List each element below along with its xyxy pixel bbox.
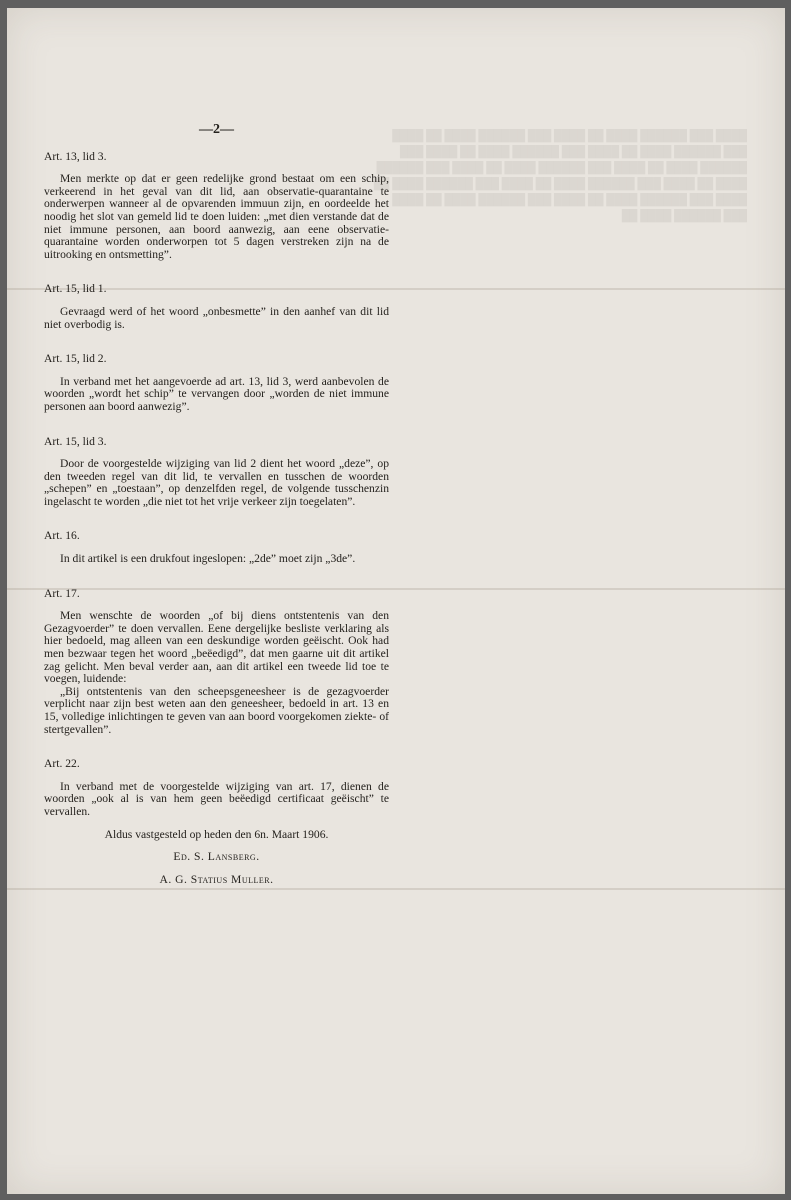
signature-lansberg: Ed. S. Lansberg. bbox=[173, 850, 260, 864]
section-paragraph: Men merkte op dat er geen redelijke grond bestaat om een schip, verkeerend in het geval van dit lid, aan observatie-quarantaine te onderwerpen wanneer al de opvarenden immuun zijn, en oordeelde het noodig het slot van gemeld lid te doen luiden: „met dien verstande dat de niet immune personen, aan boord aanwezig, aan eene observatie-quarantaine worden onderworpen tot 5 dagen verstreken zijn na de uitrooking en ontsmetting”. bbox=[44, 172, 389, 261]
section-heading: Art. 15, lid 1. bbox=[44, 282, 107, 296]
signature-statius-muller: A. G. Statius Muller. bbox=[159, 872, 274, 886]
show-through-texture: ████ ███ ██████ ████ ██ ████ ███ ██████ ████ ██ ████ ███ ██████ ████ ██ ████ ███ ██████ ████ ██ ████ ███ ██████ ████ ██ ████ ███ ██████ ████ ██ ████ ███ ██████ ████ ██ ████ ███ ██████ ████ ██ ████ ███ ██████ ████ ██ ████ ███ ██████ ████ ██ ████ ███ ██████ ████ ██ ████ ███ ██████ ████ ██ bbox=[373, 130, 747, 222]
section-quote: „Bij ontstentenis van den scheepsgeneesheer is de gezagvoerder verplicht naar zijn best weten aan den geneesheer, bedoeld in art. 13 en 15, volledige inlichtingen te geven van aan boord voorgekomen ziekte- of stertgevallen”. bbox=[44, 684, 389, 736]
section-paragraph: In verband met de voorgestelde wijziging van art. 17, dienen de woorden „ook al is van hem geen beëedigd certificaat geëischt” te vervallen. bbox=[44, 779, 389, 818]
section-heading: Art. 15, lid 3. bbox=[44, 434, 107, 448]
section-heading: Art. 13, lid 3. bbox=[44, 149, 107, 163]
section-art-13-lid-3 bbox=[44, 151, 389, 262]
section-paragraph: In dit artikel is een drukfout ingeslopen: „2de” moet zijn „3de”. bbox=[60, 552, 356, 566]
section-heading: Art. 22. bbox=[44, 757, 80, 771]
section-art-16 bbox=[44, 530, 389, 565]
closing-statement: Aldus vastgesteld op heden den 6n. Maart 1906. bbox=[104, 827, 329, 841]
section-art-15-lid-2 bbox=[44, 353, 389, 413]
document-text bbox=[44, 124, 389, 896]
section-heading: Art. 17. bbox=[44, 586, 80, 600]
page-number: —2— bbox=[199, 122, 234, 137]
section-paragraph: Door de voorgestelde wijziging van lid 2 dient het woord „deze”, op den tweeden regel van dit lid, te vervallen en tusschen de woorden „schepen” en „toestaan”, op denzelfden regel, de volgende tusschenzin ingelascht te worden „die niet tot het vrije verkeer zijn toegelaten”. bbox=[44, 457, 389, 508]
section-art-15-lid-3 bbox=[44, 436, 389, 509]
section-heading: Art. 15, lid 2. bbox=[44, 352, 107, 366]
section-art-17 bbox=[44, 588, 389, 737]
section-heading: Art. 16. bbox=[44, 529, 80, 543]
section-art-22 bbox=[44, 758, 389, 818]
section-art-15-lid-1 bbox=[44, 283, 389, 331]
section-paragraph: In verband met het aangevoerde ad art. 13, lid 3, werd aanbevolen de woorden „wordt het schip” te vervangen door „worden de niet immune personen aan boord aanwezig”. bbox=[44, 374, 389, 413]
section-paragraph: Gevraagd werd of het woord „onbesmette” in den aanhef van dit lid niet overbodig is. bbox=[44, 304, 389, 331]
section-paragraph: Men wenschte de woorden „of bij diens ontstentenis van den Gezagvoerder” te doen vervallen. Eene dergelijke besliste verklaring als hier bedoeld, mag alleen van een deskundige worden geëischt. Ook had men bezwaar tegen het woord „beëedigd”, dat men gaarne uit dit artikel zag gelicht. Men beval verder aan, aan dit artikel een tweede lid toe te voegen, luidende: bbox=[44, 609, 389, 686]
